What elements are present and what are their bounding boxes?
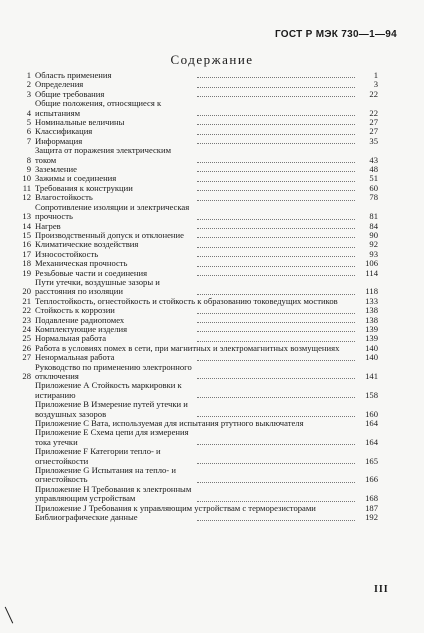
page-title: Содержание [170, 52, 254, 67]
toc-entry-title: Требования к конструкции [35, 182, 133, 193]
toc-entry-page: 48 [369, 164, 378, 175]
toc-entry-number: 27 [22, 352, 31, 363]
toc-entry-title: Износостойкость [35, 248, 99, 259]
toc-entry-page: 192 [365, 512, 378, 523]
dot-leader [197, 444, 356, 445]
toc-entry-page: 133 [365, 295, 378, 306]
toc-entry-title: Нагрев [35, 220, 61, 231]
toc-entry-page: 78 [369, 192, 378, 203]
toc-entry-page: 114 [365, 267, 378, 278]
toc-entry-title: Подавление радиопомех [35, 314, 125, 325]
toc-entry-page: 166 [365, 474, 378, 485]
toc-entry [16, 381, 378, 400]
toc-entry-title: Приложение Н Требования к электронным управляющим устройствам [35, 483, 192, 504]
toc-entry-title: Резьбовые части и соединения [35, 267, 148, 278]
toc-entry-number: 28 [22, 371, 31, 381]
dot-leader [197, 181, 356, 182]
toc-entry [16, 400, 378, 419]
dot-leader [197, 162, 356, 163]
toc-entry-number: 8 [26, 154, 31, 165]
toc-entry-title: Влагостойкость [35, 192, 93, 203]
toc-entry [16, 428, 378, 447]
toc-entry-page: 51 [369, 173, 378, 184]
toc-entry-number: 19 [22, 267, 31, 278]
toc-entry-page: 140 [365, 352, 378, 363]
toc-entry-title: Общие положения, относящиеся к испытаниям [35, 98, 162, 118]
toc-entry-page: 1 [373, 70, 378, 80]
dot-leader [197, 237, 356, 238]
toc-entry-number: 5 [26, 117, 31, 128]
dot-leader [197, 313, 356, 314]
dot-leader [197, 378, 356, 379]
table-of-contents [16, 71, 378, 523]
toc-entry-number: 9 [26, 164, 31, 175]
toc-entry-page: 158 [365, 389, 378, 400]
dot-leader [197, 171, 356, 172]
dot-leader [197, 275, 356, 276]
page-number: III [374, 584, 389, 595]
toc-entry-title: Стойкость к коррозии [35, 305, 115, 316]
toc-entry [16, 513, 378, 522]
toc-entry-page: 139 [365, 323, 378, 334]
toc-entry-title: Механическая прочность [35, 258, 128, 269]
toc-entry-page: 93 [369, 248, 378, 259]
toc-entry-number: 25 [22, 333, 31, 344]
toc-entry-number: 7 [26, 135, 31, 146]
toc-entry-number: 17 [22, 248, 31, 259]
dot-leader [197, 219, 356, 220]
toc-entry-title: Область применения [35, 70, 112, 80]
toc-entry-page: 187 [365, 502, 378, 513]
toc-entry-title: Климатические воздействия [35, 239, 139, 250]
toc-entry-page: 3 [373, 79, 378, 90]
toc-entry-title: Пути утечки, воздушные зазоры и расстояния по изоляции [35, 276, 160, 297]
toc-entry-page: 165 [365, 455, 378, 466]
toc-entry-number: 3 [26, 88, 31, 99]
dot-leader [197, 322, 356, 323]
toc-entry-title: Сопротивление изоляции и электрическая прочность [35, 201, 190, 222]
toc-entry [16, 278, 378, 297]
dot-leader [197, 501, 356, 502]
toc-entry [16, 447, 378, 466]
toc-entry [16, 146, 378, 165]
toc-entry-title: Приложение С Вата, используемая для испытания ртутного выключателя [35, 418, 304, 429]
dot-leader [197, 87, 356, 88]
toc-entry-page: 22 [369, 88, 378, 99]
toc-entry-title: Информация [35, 135, 83, 146]
toc-entry-page: 84 [369, 220, 378, 231]
dot-leader [197, 416, 356, 417]
toc-entry-page: 60 [369, 182, 378, 193]
toc-entry-title: Работа в условиях помех в сети, при магнитных и электромагнитных возмущениях [35, 342, 340, 353]
toc-entry-number: 16 [22, 239, 31, 250]
dot-leader [197, 115, 356, 116]
toc-entry-title: Зажимы и соединения [35, 173, 117, 184]
toc-entry-number: 1 [26, 70, 31, 80]
toc-entry-number: 11 [22, 182, 31, 193]
toc-entry [16, 203, 378, 222]
toc-entry-number: 12 [22, 192, 31, 203]
dot-leader [197, 331, 356, 332]
dot-leader [197, 143, 356, 144]
toc-entry-page: 106 [365, 258, 378, 269]
toc-entry-number: 14 [22, 220, 31, 231]
dot-leader [197, 77, 356, 78]
toc-entry-page: 140 [365, 342, 378, 353]
toc-entry-page: 81 [369, 211, 378, 222]
toc-entry-title: Общие требования [35, 88, 105, 99]
dot-leader [197, 200, 356, 201]
toc-entry-title: Теплостойкость, огнестойкость и стойкость к образованию токоведущих мостиков [35, 295, 338, 306]
toc-entry [16, 363, 378, 382]
toc-entry-title: Заземление [35, 164, 77, 175]
dot-leader [197, 341, 356, 342]
toc-entry-page: 168 [365, 493, 378, 504]
toc-entry-page: 118 [365, 286, 378, 297]
dot-leader [197, 482, 356, 483]
toc-entry-number: 10 [22, 173, 31, 184]
toc-entry-number: 2 [26, 79, 31, 90]
toc-entry-title: Приложение F Категории тепло- и огнестойкости [35, 446, 161, 466]
toc-entry [16, 485, 378, 504]
dot-leader [197, 190, 356, 191]
toc-entry-title: Приложение G Испытания на тепло- и огнестойкость [35, 465, 176, 485]
dot-leader [197, 397, 356, 398]
toc-entry-page: 92 [369, 239, 378, 250]
toc-entry-title: Нормальная работа [35, 333, 107, 344]
toc-entry-page: 27 [369, 126, 378, 137]
toc-entry-title: Библиографические данные [35, 512, 138, 523]
toc-entry-page: 22 [369, 107, 378, 118]
toc-entry-title: Приложение J Требования к управляющим устройствам с терморезисторами [35, 502, 316, 513]
dot-leader [197, 294, 356, 295]
toc-entry [16, 99, 378, 118]
toc-entry-title: Ненормальная работа [35, 352, 115, 363]
toc-entry [16, 466, 378, 485]
toc-entry-title: Приложение Е Схема цепи для измерения тока утечки [35, 427, 189, 447]
toc-entry-number: 18 [22, 258, 31, 269]
margin-mark [5, 603, 23, 624]
toc-entry-page: 90 [369, 229, 378, 240]
toc-entry-number: 24 [22, 323, 31, 334]
toc-entry-page: 43 [369, 154, 378, 165]
toc-entry-title: Комплектующие изделия [35, 323, 128, 334]
toc-entry-number: 26 [22, 342, 31, 353]
toc-entry-title: Определения [35, 79, 84, 90]
toc-entry-number: 21 [22, 295, 31, 306]
toc-entry-number: 4 [26, 107, 31, 118]
toc-entry-number: 23 [22, 314, 31, 325]
toc-entry-page: 139 [365, 333, 378, 344]
toc-entry-number: 15 [22, 229, 31, 240]
toc-entry-title: Защита от поражения электрическим током [35, 145, 172, 165]
toc-entry-page: 138 [365, 314, 378, 325]
toc-entry-page: 141 [365, 371, 378, 381]
toc-entry-title: Производственный допуск и отклонение [35, 229, 184, 240]
toc-entry-title: Приложение А Стойкость маркировки к истиранию [35, 380, 182, 400]
toc-entry-title: Номинальные величины [35, 117, 125, 128]
standard-number: ГОСТ Р МЭК 730—1—94 [274, 29, 397, 40]
toc-entry-number: 6 [26, 126, 31, 137]
toc-entry-page: 27 [369, 117, 378, 128]
dot-leader [197, 360, 356, 361]
dot-leader [197, 256, 356, 257]
dot-leader [197, 463, 356, 464]
toc-entry-title: Классификация [35, 126, 93, 137]
dot-leader [197, 247, 356, 248]
toc-entry-title: Руководство по применению электронного отключения [35, 361, 192, 381]
toc-entry-number: 22 [22, 305, 31, 316]
toc-entry-title: Приложение В Измерение путей утечки и воздушных зазоров [35, 399, 188, 419]
dot-leader [197, 266, 356, 267]
dot-leader [197, 228, 356, 229]
dot-leader [197, 520, 356, 521]
dot-leader [197, 134, 356, 135]
toc-entry-page: 164 [365, 436, 378, 447]
dot-leader [197, 96, 356, 97]
toc-entry-number: 20 [22, 286, 31, 297]
toc-entry-number: 13 [22, 211, 31, 222]
toc-entry-page: 35 [369, 135, 378, 146]
toc-entry-page: 164 [365, 418, 378, 429]
toc-entry-page: 138 [365, 305, 378, 316]
dot-leader [197, 124, 356, 125]
toc-entry-page: 160 [365, 408, 378, 419]
